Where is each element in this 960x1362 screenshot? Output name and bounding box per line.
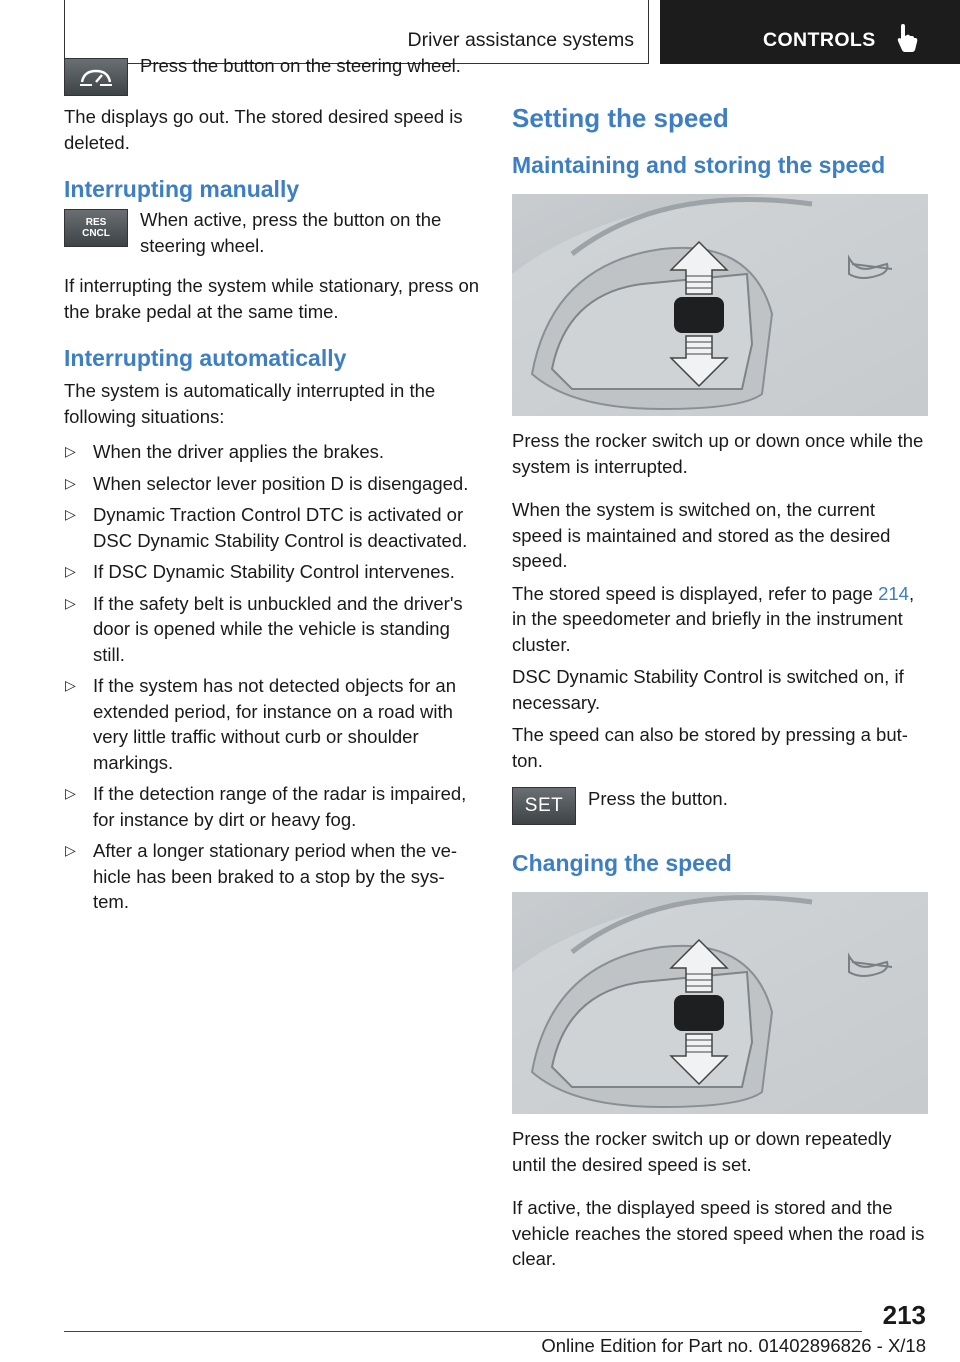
list-item: ▷ If the system has not detected objects for an extended period, for instance on a road with very little traffic without curb or shoulder markings. bbox=[65, 675, 457, 773]
list-item: ▷ If the detection range of the radar is impaired, for instance by dirt or heavy fog. bbox=[65, 783, 467, 830]
auto-heading: Interrupting automatically bbox=[64, 345, 347, 371]
edition-footer: Online Edition for Part no. 01402896826 - X/18 bbox=[541, 1335, 926, 1356]
stored-speed-text: The stored speed is displayed, refer to page 214, in the speedometer and briefly in the instrument cluster. bbox=[512, 582, 915, 655]
steering-wheel-rocker-photo bbox=[512, 194, 928, 416]
maintain-heading: Maintaining and storing the speed bbox=[512, 152, 886, 178]
footer-divider bbox=[64, 1331, 862, 1332]
if-active-text: If active, the displayed speed is stored and the vehicle reaches the stored speed when the road is clear. bbox=[512, 1197, 925, 1269]
section-title: Driver assistance systems bbox=[407, 29, 634, 51]
auto-intro: The system is automatically interrupted in the following situations: bbox=[64, 380, 436, 427]
rocker-once-text: Press the rocker switch up or down once while the system is interrupted. bbox=[512, 430, 924, 477]
rocker-repeat-text: Press the rocker switch up or down repeatedly until the desired speed is set. bbox=[512, 1128, 892, 1175]
press-button-text: Press the button. bbox=[588, 788, 728, 809]
list-item: ▷ When the driver applies the brakes. bbox=[65, 441, 385, 462]
chapter-title: CONTROLS bbox=[763, 29, 876, 51]
list-item: ▷ After a longer stationary period when the ve‐hicle has been braked to a stop by the sys‐tem. bbox=[65, 840, 458, 912]
list-item: ▷ If the safety belt is unbuckled and the driver's door is opened while the vehicle is standing still. bbox=[65, 592, 463, 665]
manual-instruction: When active, press the button on the steering wheel. bbox=[140, 209, 442, 256]
list-item: ▷ If DSC Dynamic Stability Control intervenes. bbox=[65, 561, 455, 582]
res-cncl-button-icon: RES CNCL bbox=[64, 209, 128, 247]
changing-heading: Changing the speed bbox=[512, 850, 732, 876]
running-header-chapter bbox=[660, 0, 960, 64]
maintain-text: When the system is switched on, the current speed is maintained and stored as the desired speed. bbox=[512, 499, 891, 571]
set-button-icon: SET bbox=[512, 787, 576, 825]
pointing-hand-icon bbox=[896, 24, 918, 52]
manual-heading: Interrupting manually bbox=[64, 176, 300, 202]
setting-heading: Setting the speed bbox=[512, 103, 729, 133]
off-instruction: Press the button on the steering wheel. bbox=[140, 55, 461, 76]
interrupt-conditions-list bbox=[64, 439, 480, 915]
list-item: ▷ When selector lever position D is disengaged. bbox=[65, 472, 469, 494]
page-number: 213 bbox=[882, 1300, 926, 1330]
cruise-control-button-icon bbox=[64, 58, 128, 96]
page-reference-link[interactable]: 214 bbox=[878, 582, 909, 604]
manual-note: If interrupting the system while stationary, press on the brake pedal at the same time. bbox=[64, 275, 480, 322]
list-item: ▷ Dynamic Traction Control DTC is activated or DSC Dynamic Stability Control is deactivated. bbox=[65, 504, 468, 551]
off-result: The displays go out. The stored desired speed is deleted. bbox=[64, 106, 463, 153]
left-column bbox=[64, 55, 480, 921]
dsc-text: DSC Dynamic Stability Control is switched on, if necessary. bbox=[512, 666, 904, 713]
button-store-text: The speed can also be stored by pressing a but‐ton. bbox=[512, 724, 908, 771]
steering-wheel-rocker-photo-2 bbox=[512, 892, 928, 1114]
right-column bbox=[512, 100, 928, 1272]
